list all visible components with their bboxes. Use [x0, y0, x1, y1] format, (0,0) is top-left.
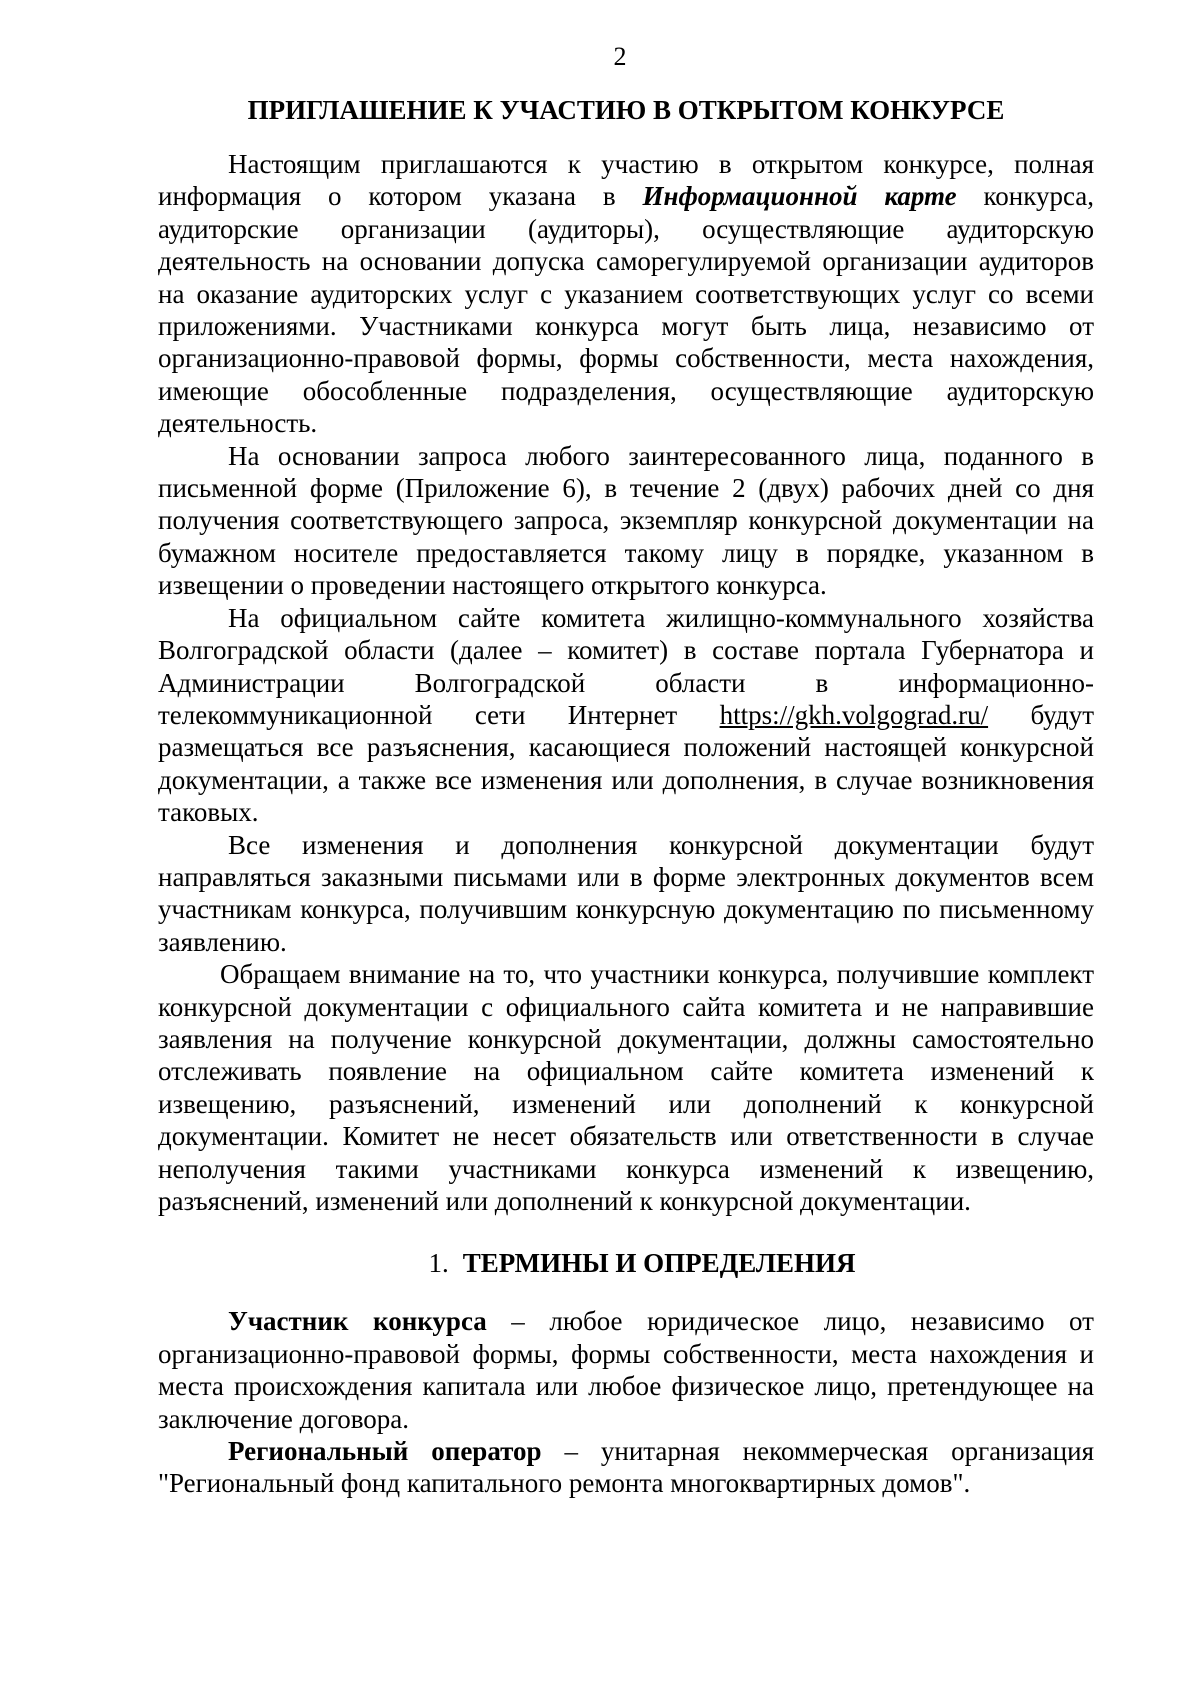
intro-paragraph-1 [158, 148, 1094, 440]
document-body [158, 148, 1094, 1500]
committee-website-link[interactable]: https://gkh.volgograd.ru/ [719, 699, 989, 730]
definition-regional-operator [158, 1435, 1094, 1500]
intro-paragraph-4: Все изменения и дополнения конкурсной документации будут направляться заказными письмами или в форме электронных документов всем участникам конкурса, получившим конкурсную документацию по письменному заявлению. [158, 829, 1094, 957]
information-card-emphasis: Информационной карте [642, 181, 957, 212]
page-number: 2 [613, 42, 627, 71]
definition-participant [158, 1305, 1094, 1435]
intro-paragraph-1-text-start: Настоящим приглашаются к участию в открытом конкурсе, полная информация о котором указана в [158, 149, 1094, 212]
section-1-heading [158, 1243, 1094, 1283]
intro-paragraph-3-text-start: На официальном сайте комитета жилищно-коммунального хозяйства Волгоградской области (далее – комитет) в составе портала Губернатора и Администрации Волгоградской области в информационно-телекоммуникационной сети Интернет [158, 602, 1094, 730]
intro-paragraph-1-text-end: конкурса, аудиторские организации (аудиторы), осуществляющие аудиторскую деятельность на основании допуска саморегулируемой организации аудиторов на оказание аудиторских услуг с указанием соответствующих услуг со всеми приложениями. Участниками конкурса могут быть лица, независимо от организационно-правовой формы, формы собственности, места нахождения, имеющие обособленные подразделения, осуществляющие аудиторскую деятельность. [158, 181, 1094, 439]
section-1-number: 1. [428, 1248, 449, 1279]
intro-paragraph-3-text-end: будут размещаться все разъяснения, касающиеся положений настоящей конкурсной документации, а также все изменения или дополнения, в случае возникновения таковых. [158, 699, 1094, 828]
intro-paragraph-5: Обращаем внимание на то, что участники конкурса, получившие комплект конкурсной документации с официального сайта комитета и не направившие заявления на получение конкурсной документации, должны самостоятельно отслеживать появление на официальном сайте комитета изменений к извещению, разъяснений, изменений или дополнений к конкурсной документации. Комитет не несет обязательств или ответственности в случае неполучения такими участниками конкурса изменений к извещению, разъяснений, изменений или дополнений к конкурсной документации. [158, 959, 1094, 1216]
document-title: ПРИГЛАШЕНИЕ К УЧАСТИЮ В ОТКРЫТОМ КОНКУРСЕ [247, 95, 1005, 125]
intro-paragraph-2: На основании запроса любого заинтересованного лица, поданного в письменной форме (Приложение 6), в течение 2 (двух) рабочих дней со дня получения соответствующего запроса, экземпляр конкурсной документации на бумажном носителе предоставляется такому лицу в порядке, указанном в извещении о проведении настоящего открытого конкурса. [158, 440, 1094, 601]
definition-term: Участник конкурса [228, 1306, 487, 1337]
intro-paragraph-3 [158, 602, 1094, 829]
definition-text: – любое юридическое лицо, независимо от организационно-правовой формы, формы собственности, места нахождения и места происхождения капитала или любое физическое лицо, претендующее на заключение договора. [158, 1306, 1094, 1434]
section-1-title: ТЕРМИНЫ И ОПРЕДЕЛЕНИЯ [462, 1248, 856, 1279]
definition-term: Региональный оператор [228, 1436, 542, 1467]
definition-text: – унитарная некоммерческая организация "Региональный фонд капитального ремонта многоквартирных домов". [158, 1436, 1094, 1499]
